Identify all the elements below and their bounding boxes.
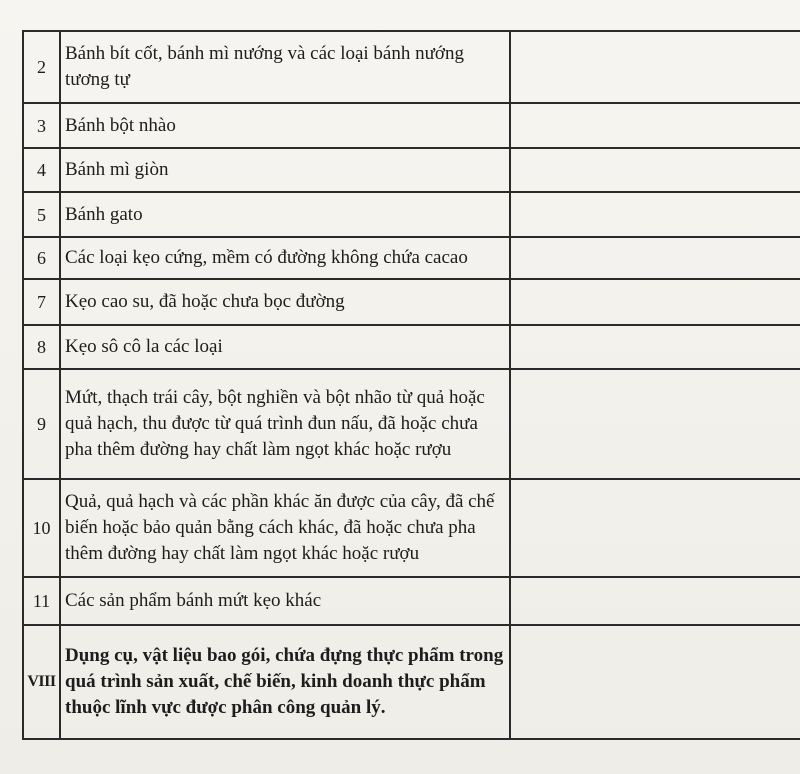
table-row xyxy=(23,625,800,739)
table-row xyxy=(23,237,800,279)
row-item-name: Kẹo cao su, đã hoặc chưa bọc đường xyxy=(60,279,510,325)
row-number: 6 xyxy=(23,237,60,279)
row-note-cell xyxy=(510,577,800,625)
row-number: 8 xyxy=(23,325,60,369)
row-note-cell xyxy=(510,279,800,325)
row-number: 4 xyxy=(23,148,60,192)
table-row xyxy=(23,279,800,325)
table-row xyxy=(23,103,800,148)
row-item-name: Kẹo sô cô la các loại xyxy=(60,325,510,369)
table-row xyxy=(23,369,800,479)
table-row xyxy=(23,479,800,577)
row-item-name: Bánh gato xyxy=(60,192,510,237)
row-number: 11 xyxy=(23,577,60,625)
row-note-cell xyxy=(510,192,800,237)
row-item-name: Các loại kẹo cứng, mềm có đường không chứa cacao xyxy=(60,237,510,279)
row-item-name: Các sản phẩm bánh mứt kẹo khác xyxy=(60,577,510,625)
table-row xyxy=(23,148,800,192)
row-number: 5 xyxy=(23,192,60,237)
section-number: VIII xyxy=(23,625,60,739)
row-note-cell xyxy=(510,625,800,739)
product-category-table xyxy=(22,30,800,740)
row-item-name: Bánh bít cốt, bánh mì nướng và các loại bánh nướng tương tự xyxy=(60,31,510,103)
row-number: 2 xyxy=(23,31,60,103)
row-number: 7 xyxy=(23,279,60,325)
row-note-cell xyxy=(510,369,800,479)
row-item-name: Bánh mì giòn xyxy=(60,148,510,192)
row-item-name: Mứt, thạch trái cây, bột nghiền và bột nhão từ quả hoặc quả hạch, thu được từ quá trình đun nấu, đã hoặc chưa pha thêm đường hay chất làm ngọt khác hoặc rượu xyxy=(60,369,510,479)
row-number: 10 xyxy=(23,479,60,577)
section-heading: Dụng cụ, vật liệu bao gói, chứa đựng thực phẩm trong quá trình sản xuất, chế biến, kinh doanh thực phẩm thuộc lĩnh vực được phân công quản lý. xyxy=(60,625,510,739)
row-item-name: Bánh bột nhào xyxy=(60,103,510,148)
table-row xyxy=(23,192,800,237)
row-note-cell xyxy=(510,148,800,192)
table-row xyxy=(23,577,800,625)
row-note-cell xyxy=(510,325,800,369)
table-row xyxy=(23,325,800,369)
table-row xyxy=(23,31,800,103)
row-note-cell xyxy=(510,237,800,279)
row-number: 9 xyxy=(23,369,60,479)
row-note-cell xyxy=(510,103,800,148)
row-note-cell xyxy=(510,479,800,577)
row-item-name: Quả, quả hạch và các phần khác ăn được của cây, đã chế biến hoặc bảo quản bằng cách khác, đã hoặc chưa pha thêm đường hay chất làm ngọt khác hoặc rượu xyxy=(60,479,510,577)
row-note-cell xyxy=(510,31,800,103)
row-number: 3 xyxy=(23,103,60,148)
